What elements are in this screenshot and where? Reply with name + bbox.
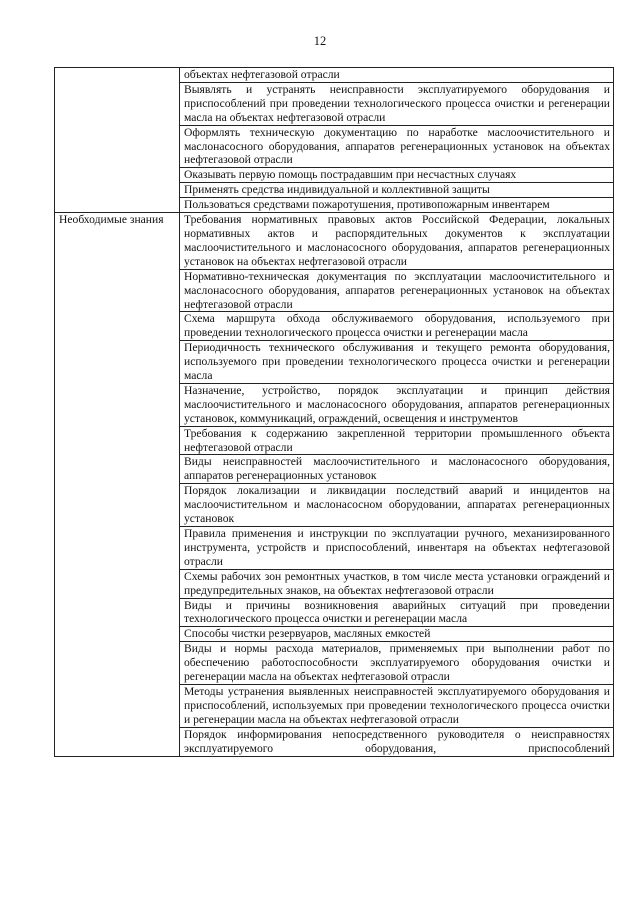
table-cell: Схема маршрута обхода обслуживаемого оборудования, используемого при проведении технологического процесса очистки и регенерации масла [180,312,614,341]
requirements-table [54,67,614,757]
table-cell: Порядок информирования непосредственного руководителя о неисправностях эксплуатируемого оборудования, приспособлений [180,727,614,756]
table-cell: Оказывать первую помощь пострадавшим при несчастных случаях [180,168,614,183]
table-cell: Применять средства индивидуальной и коллективной защиты [180,183,614,198]
table-row [55,213,614,270]
section-label-required-knowledge: Необходимые знания [55,213,180,756]
table-cell: Требования к содержанию закрепленной территории промышленного объекта нефтегазовой отрасли [180,426,614,455]
section-label-cell [55,68,180,213]
table-cell: Назначение, устройство, порядок эксплуатации и принцип действия маслоочистительного и маслонасосного оборудования, аппаратов регенерационных установок, коммуникаций, ограждений, освещения и инструментов [180,383,614,426]
table-cell: Правила применения и инструкции по эксплуатации ручного, механизированного инструмента, устройств и приспособлений, инвентаря на объектах нефтегазовой отрасли [180,527,614,570]
table-cell: Виды и причины возникновения аварийных ситуаций при проведении технологического процесса очистки и регенерации масла [180,598,614,627]
table-cell: Виды неисправностей маслоочистительного и маслонасосного оборудования, аппаратов регенерационных установок [180,455,614,484]
table-cell: Выявлять и устранять неисправности эксплуатируемого оборудования и приспособлений при проведении технологического процесса очистки и регенерации масла на объектах нефтегазовой отрасли [180,82,614,125]
table-cell: объектах нефтегазовой отрасли [180,68,614,83]
table-cell: Оформлять техническую документацию по наработке маслоочистительного и маслонасосного оборудования, аппаратов регенерационных установок на объектах нефтегазовой отрасли [180,125,614,168]
table-cell: Требования нормативных правовых актов Российской Федерации, локальных нормативных актов и распорядительных документов к эксплуатации маслоочистительного и маслонасосного оборудования, аппаратов регенерационных установок на объектах нефтегазовой отрасли [180,213,614,270]
table-cell: Методы устранения выявленных неисправностей эксплуатируемого оборудования и приспособлений, используемых при проведении технологического процесса очистки и регенерации масла на объектах нефтегазовой отрасли [180,684,614,727]
table-cell: Способы чистки резервуаров, масляных емкостей [180,627,614,642]
table-cell: Схемы рабочих зон ремонтных участков, в том числе места установки ограждений и предупредительных знаков, на объектах нефтегазовой отрасли [180,569,614,598]
table-row [55,68,614,83]
table-cell: Виды и нормы расхода материалов, применяемых при выполнении работ по обеспечению работоспособности эксплуатируемого оборудования очистки и регенерации масла на объектах нефтегазовой отрасли [180,642,614,685]
table-cell: Нормативно-техническая документация по эксплуатации маслоочистительного и маслонасосного оборудования, аппаратов регенерационных установок на объектах нефтегазовой отрасли [180,269,614,312]
table-cell: Порядок локализации и ликвидации последствий аварий и инцидентов на маслоочистительном и маслонасосном оборудовании, аппаратах регенерационных установок [180,484,614,527]
page-number: 12 [313,34,327,48]
table-cell: Периодичность технического обслуживания и текущего ремонта оборудования, используемого при проведении технологического процесса очистки и регенерации масла [180,341,614,384]
table-cell: Пользоваться средствами пожаротушения, противопожарным инвентарем [180,198,614,213]
